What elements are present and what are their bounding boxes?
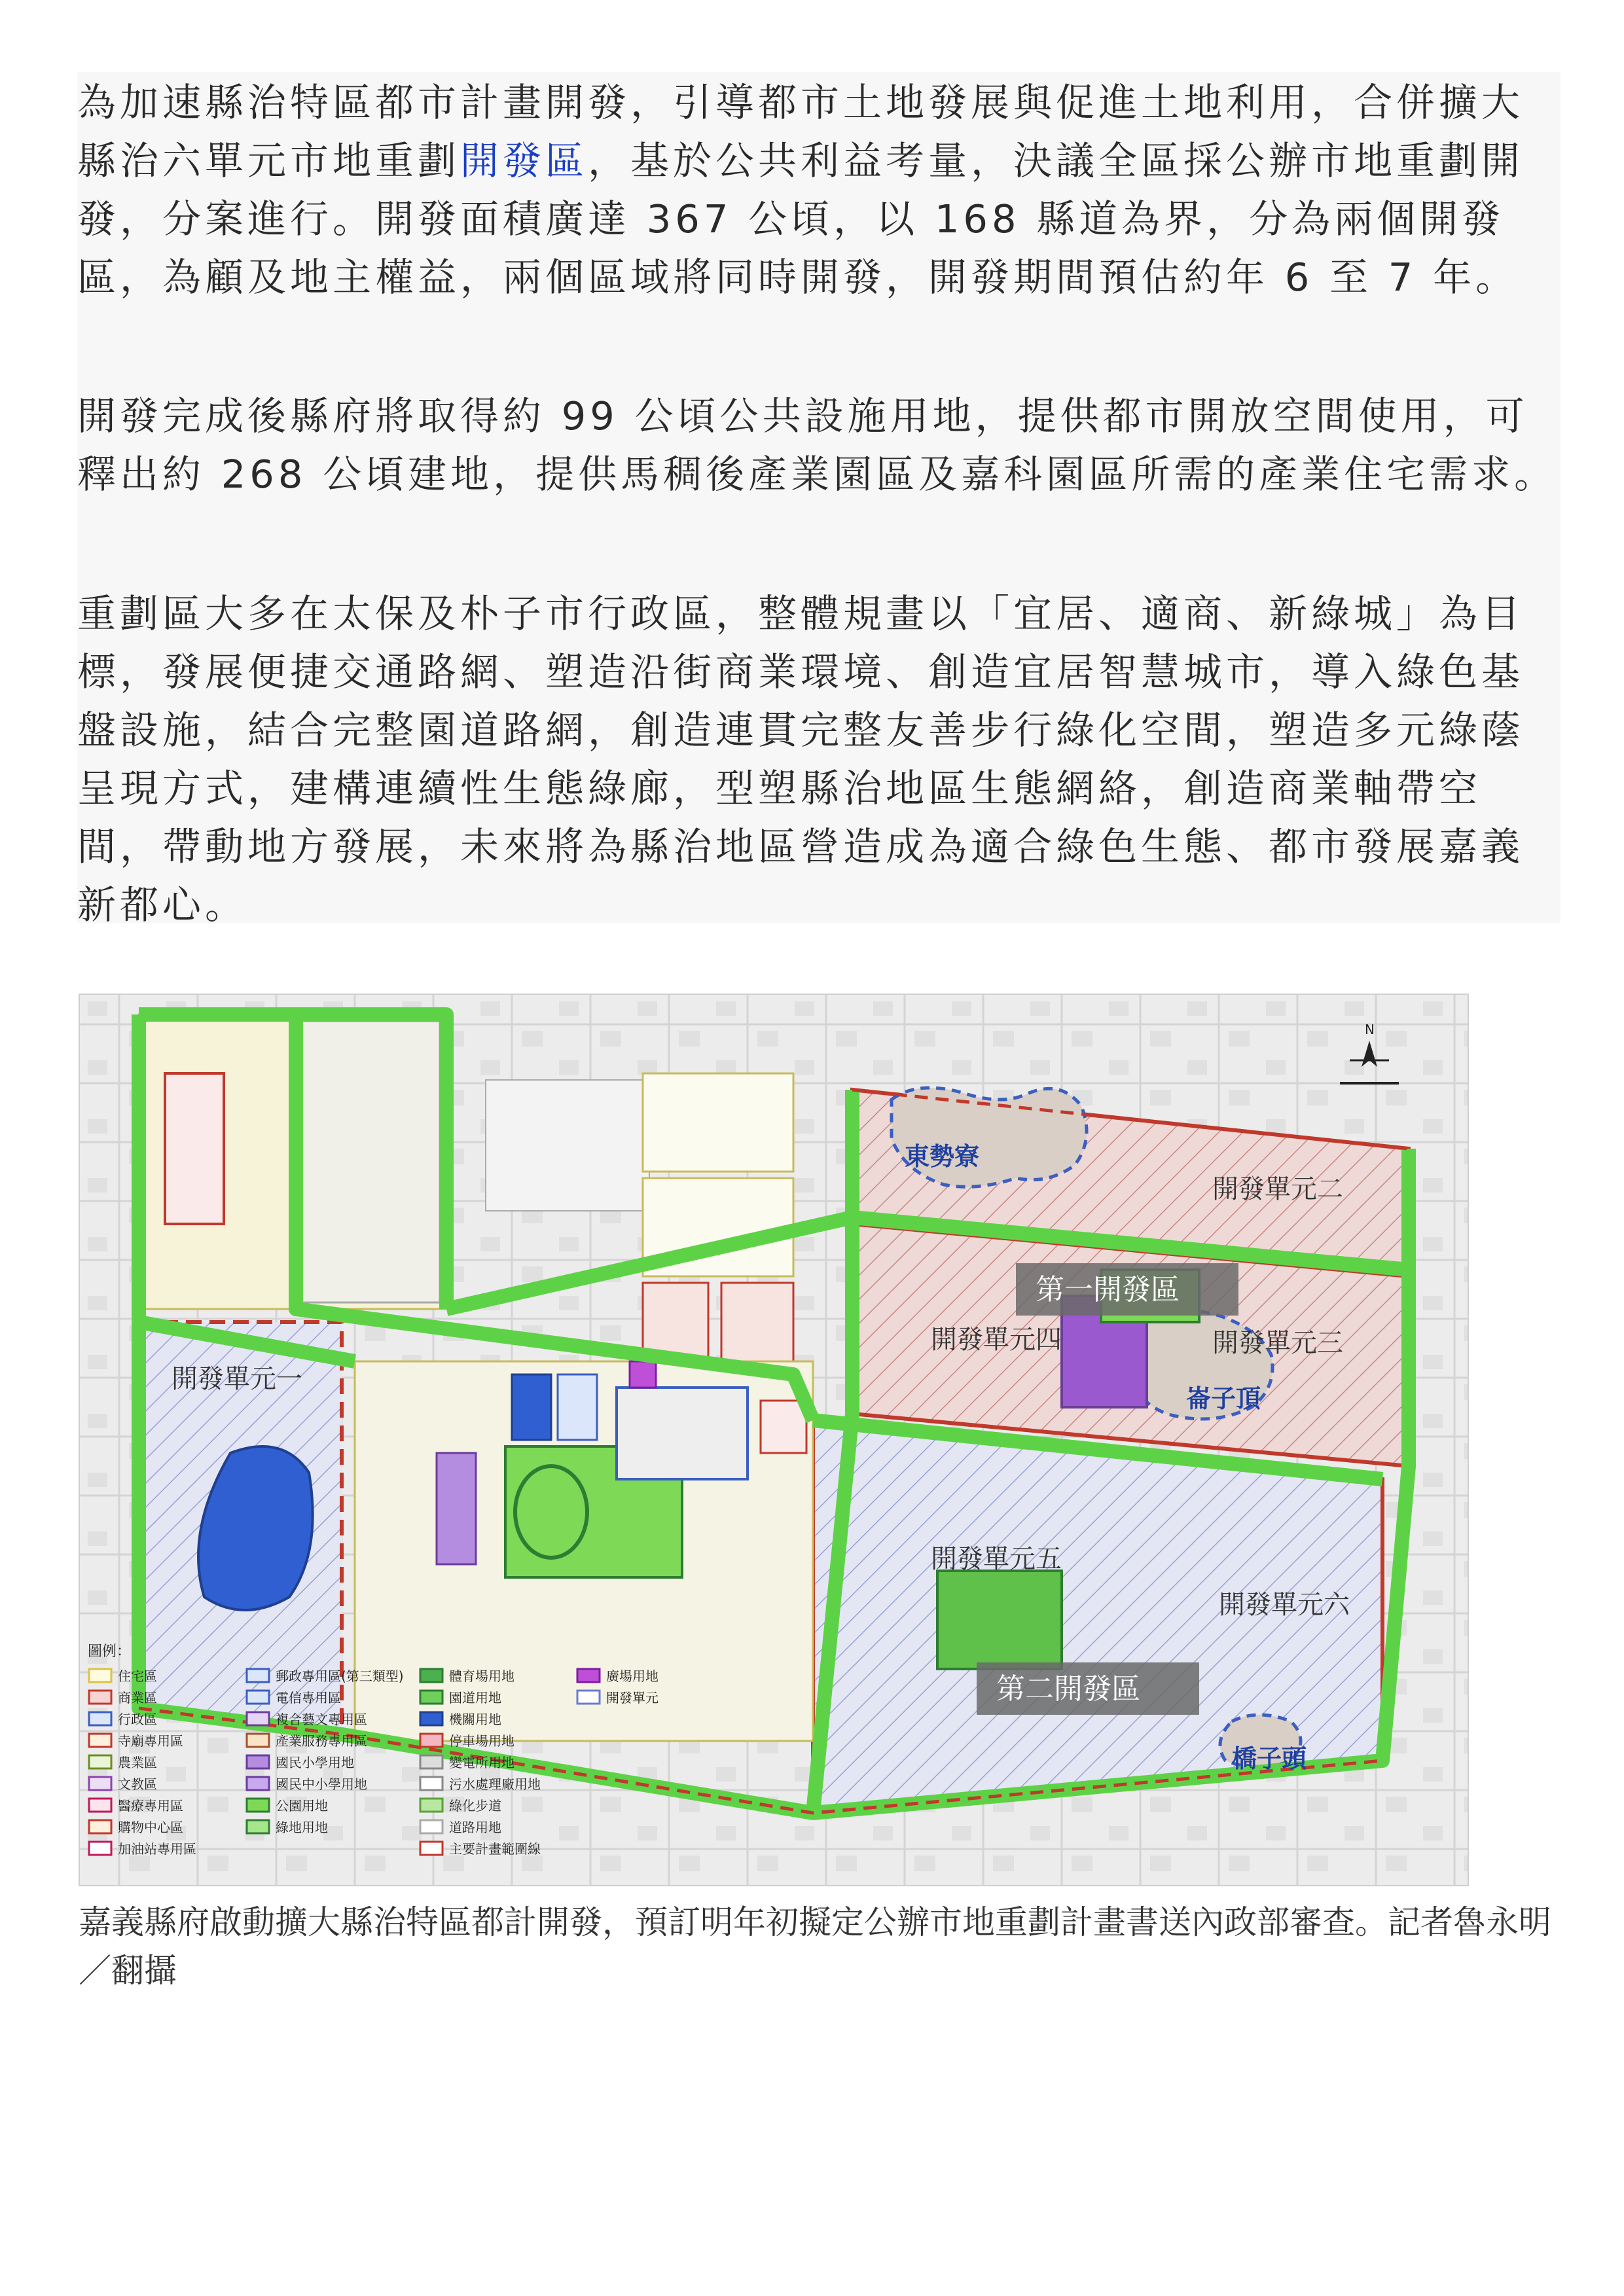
legend-swatch: [420, 1820, 442, 1833]
plaza-site: [630, 1361, 656, 1388]
legend-label: 寺廟專用區: [118, 1733, 183, 1749]
legend-label: 機關用地: [449, 1712, 501, 1727]
legend-swatch: [420, 1799, 442, 1812]
block-residential-north: [643, 1073, 793, 1172]
legend-label: 體育場用地: [449, 1668, 514, 1684]
unit-label-3: 開發單元三: [1212, 1328, 1343, 1358]
legend-label: 道路用地: [449, 1820, 501, 1835]
unit-label-2: 開發單元二: [1212, 1174, 1343, 1204]
legend-label: 郵政專用區(第三類型): [276, 1668, 404, 1684]
planning-map: [80, 995, 1468, 1885]
legend-swatch: [89, 1734, 111, 1747]
legend-label: 停車場用地: [449, 1733, 514, 1749]
village-label-lunziding: 崙子頂: [1186, 1384, 1261, 1413]
legend-swatch: [89, 1820, 111, 1833]
legend-swatch: [420, 1842, 442, 1855]
park-site-second-zone: [937, 1571, 1062, 1669]
legend-swatch: [247, 1669, 269, 1682]
central-block-north: [296, 1021, 440, 1302]
zone-label-1: 第一開發區: [1036, 1273, 1180, 1306]
paragraph-1-text-a: 為加速縣治特區都市計畫開發，引導都市土地發展與促進土地利用，合併擴大縣治六單元市地重劃: [77, 80, 1525, 183]
legend-label: 開發單元: [606, 1690, 659, 1706]
legend-swatch: [420, 1712, 442, 1725]
unit-label-4: 開發單元四: [931, 1325, 1062, 1355]
legend-label: 產業服務專用區: [276, 1733, 367, 1749]
article-paragraph-2: 開發完成後縣府將取得約 99 公頃公共設施用地，提供都市開放空間使用，可釋出約 268 公頃建地，提供馬稠後產業園區及嘉科園區所需的產業住宅需求。: [77, 393, 1557, 497]
junior-high-school-site: [437, 1453, 476, 1564]
legend-label: 住宅區: [118, 1668, 157, 1684]
legend-swatch: [577, 1669, 600, 1682]
commercial-block-center: [761, 1401, 806, 1453]
legend-label: 電信專用區: [276, 1690, 341, 1706]
legend-swatch: [577, 1691, 600, 1704]
legend-swatch: [247, 1799, 269, 1812]
legend-swatch: [420, 1755, 442, 1768]
legend-swatch: [247, 1734, 269, 1747]
legend-label: 公園用地: [276, 1798, 328, 1814]
development-zone-link[interactable]: 開發區: [460, 138, 588, 183]
legend-swatch: [247, 1712, 269, 1725]
legend-swatch: [420, 1734, 442, 1747]
legend-swatch: [247, 1820, 269, 1833]
legend-swatch: [420, 1669, 442, 1682]
commercial-block-nw: [165, 1073, 224, 1224]
legend-swatch: [89, 1799, 111, 1812]
legend-label: 醫療專用區: [118, 1798, 183, 1814]
unit-label-5: 開發單元五: [931, 1544, 1062, 1574]
article-paragraph-1: [77, 73, 1561, 306]
administrative-block: [617, 1388, 748, 1479]
legend-label: 文教區: [118, 1776, 157, 1792]
village-label-qiaozitou: 橋子頭: [1232, 1744, 1307, 1773]
block-north-middle: [486, 1080, 649, 1211]
legend-swatch: [247, 1777, 269, 1790]
legend-label: 農業區: [118, 1755, 157, 1770]
legend-label: 園道用地: [449, 1690, 501, 1706]
legend-swatch: [247, 1691, 269, 1704]
agency-block-3: [558, 1374, 597, 1440]
legend-swatch: [89, 1777, 111, 1790]
article-paragraph-3: 重劃區大多在太保及朴子市行政區，整體規畫以「宜居、適商、新綠城」為目標，發展便捷交通路網、塑造沿街商業環境、創造宜居智慧城市，導入綠色基盤設施，結合完整園道路網，創造連貫完整友善步行綠化空間，塑造多元綠蔭呈現方式，建構連續性生態綠廊，型塑縣治地區生態網絡，創造商業軸帶空間，帶動地方發展，未來將為縣治地區營造成為適合綠色生態、都市發展嘉義新都心。: [77, 591, 1525, 927]
legend-swatch: [420, 1691, 442, 1704]
legend-label: 購物中心區: [118, 1820, 183, 1835]
legend-swatch: [89, 1842, 111, 1855]
planning-map-image: [79, 994, 1469, 1886]
legend-label: 綠地用地: [276, 1820, 328, 1835]
legend-label: 加油站專用區: [118, 1841, 196, 1857]
legend-swatch: [89, 1691, 111, 1704]
legend-label: 廣場用地: [606, 1668, 659, 1684]
unit-label-1: 開發單元一: [171, 1364, 302, 1394]
legend-swatch: [247, 1755, 269, 1768]
legend-swatch: [420, 1777, 442, 1790]
legend-label: 國民中小學用地: [276, 1776, 367, 1792]
agency-block-2: [512, 1374, 551, 1440]
legend-label: 商業區: [118, 1690, 157, 1706]
zone-label-2: 第二開發區: [996, 1672, 1140, 1706]
north-label: N: [1365, 1022, 1375, 1037]
legend-label: 國民小學用地: [276, 1755, 354, 1770]
unit-label-6: 開發單元六: [1219, 1590, 1350, 1620]
legend-swatch: [89, 1755, 111, 1768]
village-label-dongshiliao: 東勢寮: [905, 1142, 980, 1171]
legend-swatch: [89, 1669, 111, 1682]
legend-label: 污水處理廠用地: [449, 1776, 541, 1792]
legend-swatch: [89, 1712, 111, 1725]
legend-title: 圖例：: [88, 1643, 132, 1660]
legend-label: 複合藝文專用區: [276, 1712, 367, 1727]
photo-caption: 嘉義縣府啟動擴大縣治特區都計開發，預訂明年初擬定公辦市地重劃計畫書送內政部審查。記者魯永明／翻攝: [79, 1903, 1551, 1990]
legend-label: 變電所用地: [449, 1755, 514, 1770]
legend-label: 綠化步道: [449, 1798, 501, 1814]
legend-label: 主要計畫範圍線: [449, 1841, 541, 1857]
paragraph-1-text-b: ，基於公共利益考量，決議全區採公辦市地重劃開發，分案進行。開發面積廣達 367 公頃，以 168 縣道為界，分為兩個開發區，為顧及地主權益，兩個區域將同時開發，開發期間預估約年 6 至 7 年。: [77, 138, 1525, 300]
legend-label: 行政區: [118, 1712, 157, 1727]
